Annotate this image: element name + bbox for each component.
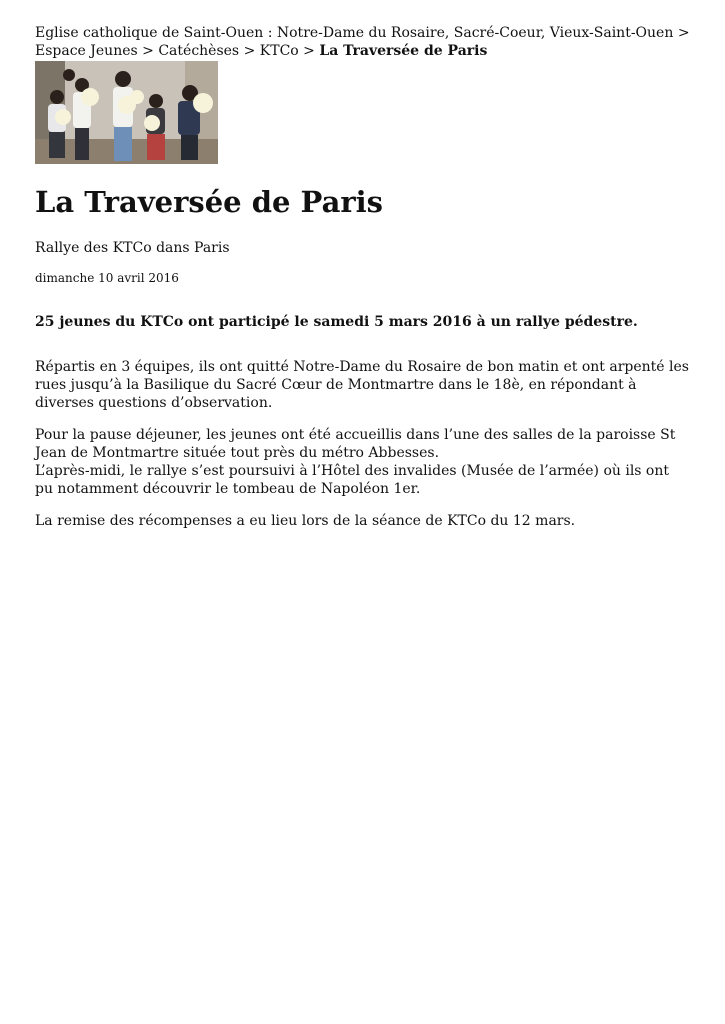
article-lead: 25 jeunes du KTCo ont participé le samedi 5 mars 2016 à un rallye pédestre. (35, 314, 638, 330)
page-title: La Traversée de Paris (35, 185, 383, 219)
breadcrumb-current: La Traversée de Paris (319, 43, 488, 59)
breadcrumb-separator: > (303, 43, 315, 59)
breadcrumb-separator: > (142, 43, 154, 59)
breadcrumb-link-espace-jeunes[interactable]: Espace Jeunes (35, 43, 138, 59)
breadcrumb-link-home[interactable]: Eglise catholique de Saint-Ouen : Notre-Dame du Rosaire, Sacré-Coeur, Vieux-Saint-Ouen (35, 25, 674, 41)
article-sentence: Pour la pause déjeuner, les jeunes ont été accueillis dans l’une des salles de la paroisse St Jean de Montmartre située tout près du métro Abbesses. (35, 427, 676, 461)
breadcrumb-link-ktco[interactable]: KTCo (259, 43, 299, 59)
breadcrumb-separator: > (243, 43, 256, 59)
breadcrumb (35, 24, 690, 60)
article-photo (35, 61, 218, 164)
article-paragraph: La remise des récompenses a eu lieu lors de la séance de KTCo du 12 mars. (35, 513, 576, 529)
article-date: dimanche 10 avril 2016 (35, 271, 179, 285)
article-page (35, 24, 690, 530)
article-subtitle: Rallye des KTCo dans Paris (35, 240, 230, 256)
breadcrumb-link-catecheses[interactable]: Catéchèses (158, 43, 240, 59)
breadcrumb-separator: > (677, 25, 690, 41)
article-sentence: L’après-midi, le rallye s’est poursuivi à l’Hôtel des invalides (Musée de l’armée) où ils ont pu notamment découvrir le tombeau de Napoléon 1er. (35, 463, 669, 497)
article-paragraph (35, 426, 690, 498)
article-paragraph: Répartis en 3 équipes, ils ont quitté Notre-Dame du Rosaire de bon matin et ont arpenté les rues jusqu’à la Basilique du Sacré Cœur de Montmartre dans le 18è, en répondant à diverses questions d’observation. (35, 359, 689, 411)
